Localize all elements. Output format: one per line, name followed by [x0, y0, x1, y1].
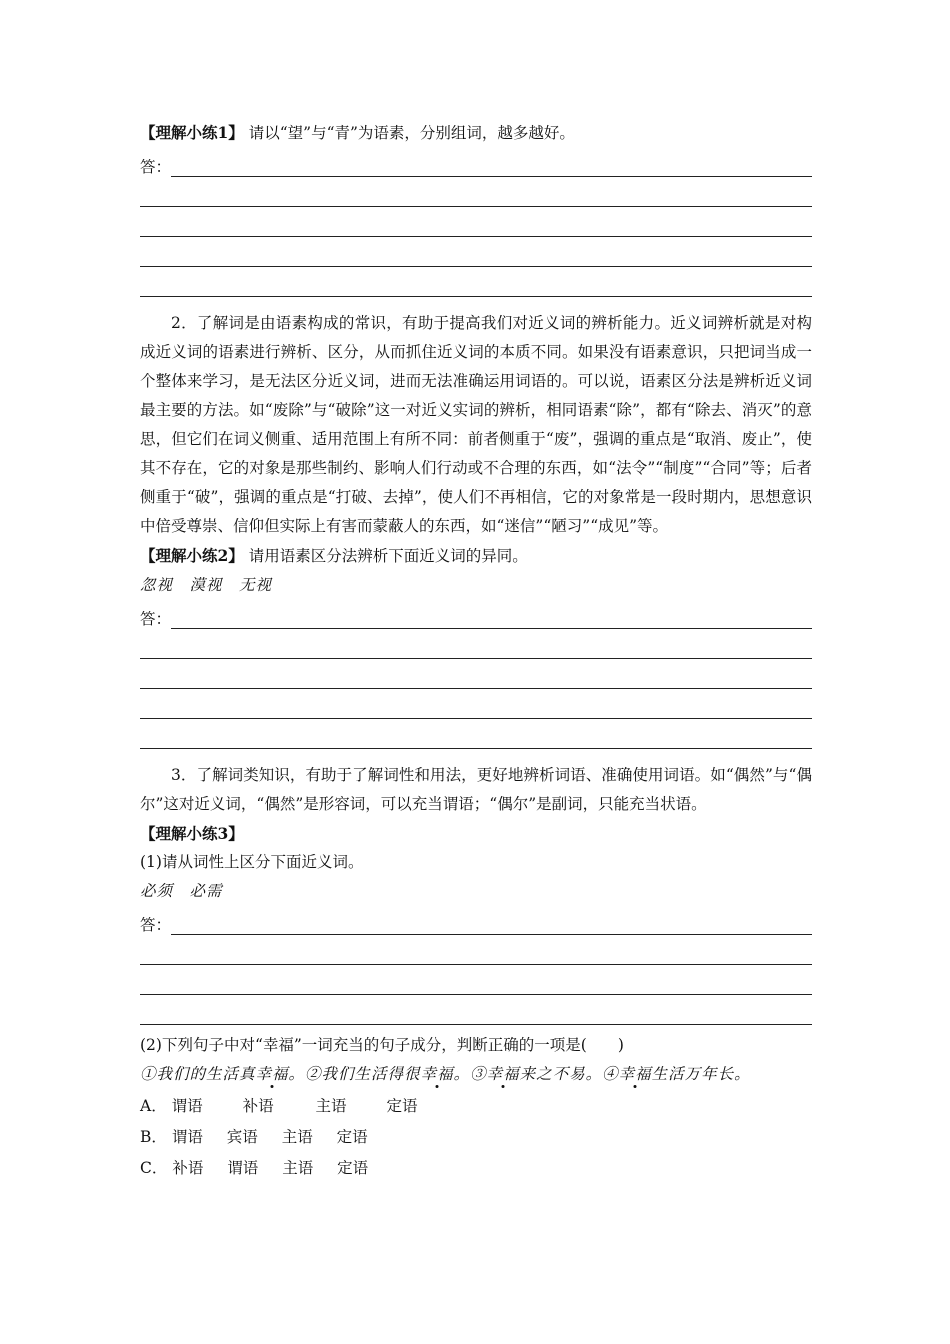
answer-line[interactable]: [140, 689, 812, 719]
option-a[interactable]: [140, 1092, 812, 1121]
answer-line[interactable]: [140, 659, 812, 689]
answer-line[interactable]: [140, 177, 812, 207]
sentence2-prefix: ②我们生活得很: [305, 1065, 421, 1083]
answer-line[interactable]: [140, 935, 812, 965]
answer-line[interactable]: [171, 610, 812, 629]
answer-line[interactable]: [140, 237, 812, 267]
sentence1-prefix: ①我们的生活真: [140, 1065, 256, 1083]
answer-line[interactable]: [140, 965, 812, 995]
answer-label: 答：: [140, 158, 172, 176]
answer-label: 答：: [140, 916, 172, 934]
answer-line[interactable]: [171, 158, 812, 177]
answer-line[interactable]: [140, 267, 812, 297]
option-item: 主语: [315, 1097, 347, 1115]
practice2-heading: [140, 541, 812, 571]
option-item: 谓语: [171, 1128, 203, 1146]
practice3-q2: (2)下列句子中对“幸福”一词充当的句子成分，判断正确的一项是( ): [140, 1036, 624, 1054]
answer-line[interactable]: [140, 207, 812, 237]
answer-line[interactable]: [140, 629, 812, 659]
sentence3-suffix: 来之不易。: [519, 1065, 603, 1083]
practice3-label: 【理解小练3】: [140, 824, 244, 843]
option-c[interactable]: [140, 1154, 812, 1183]
option-item: 补语: [172, 1159, 204, 1177]
option-item: 宾语: [226, 1128, 258, 1146]
option-b[interactable]: [140, 1123, 812, 1152]
emphasis-word: 幸福: [420, 1065, 454, 1083]
option-item: 定语: [336, 1128, 368, 1146]
sentence2-suffix: 。: [453, 1065, 471, 1083]
practice1-question: 请以“望”与“青”为语素，分别组词，越多越好。: [248, 124, 575, 142]
option-letter: B．: [140, 1128, 167, 1146]
practice1-heading: [140, 118, 812, 148]
practice2-words: 忽视 漠视 无视: [140, 576, 273, 594]
answer-label: 答：: [140, 610, 172, 628]
option-letter: C．: [140, 1159, 168, 1177]
option-letter: A．: [140, 1097, 167, 1115]
answer-row-1[interactable]: [140, 148, 812, 177]
practice1-label: 【理解小练1】: [140, 123, 244, 142]
section3-paragraph: 3．了解词类知识，有助于了解词性和用法，更好地辨析词语、准确使用词语。如“偶然”与“偶尔”这对近义词，“偶然”是形容词，可以充当谓语；“偶尔”是副词，只能充当状语。: [140, 766, 812, 813]
practice3-q1: (1)请从词性上区分下面近义词。: [140, 853, 364, 871]
sentence4-prefix: ④: [602, 1065, 619, 1083]
option-item: 谓语: [171, 1097, 203, 1115]
answer-line[interactable]: [140, 995, 812, 1025]
option-item: 定语: [337, 1159, 369, 1177]
answer-line[interactable]: [171, 916, 812, 935]
sentence1-suffix: 。: [288, 1065, 306, 1083]
emphasis-word: 幸福: [255, 1065, 289, 1083]
section2-paragraph: 2．了解词是由语素构成的常识，有助于提高我们对近义词的辨析能力。近义词辨析就是对构成近义词的语素进行辨析、区分，从而抓住近义词的本质不同。如果没有语素意识，只把词当成一个整体来学习，是无法区分近义词，进而无法准确运用词语的。可以说，语素区分法是辨析近义词最主要的方法。如“废除”与“破除”这一对近义实词的辨析，相同语素“除”，都有“除去、消灭”的意思，但它们在词义侧重、适用范围上有所不同：前者侧重于“废”，强调的重点是“取消、废止”，使其不存在，它的对象是那些制约、影响人们行动或不合理的东西，如“法令”“制度”“合同”等；后者侧重于“破”，强调的重点是“打破、去掉”，使人们不再相信，它的对象常是一段时期内，思想意识中倍受尊崇、信仰但实际上有害而蒙蔽人的东西，如“迷信”“陋习”“成见”等。: [140, 314, 812, 535]
sentence3-prefix: ③: [470, 1065, 487, 1083]
answer-row-2[interactable]: [140, 600, 812, 629]
option-item: 定语: [386, 1097, 418, 1115]
answer-line[interactable]: [140, 719, 812, 749]
example-sentences: [140, 1060, 812, 1089]
practice3-q1-words: 必须 必需: [140, 882, 223, 900]
practice2-question: 请用语素区分法辨析下面近义词的异同。: [248, 547, 528, 565]
emphasis-word: 幸福: [618, 1065, 652, 1083]
practice2-label: 【理解小练2】: [140, 546, 244, 565]
emphasis-word: 幸福: [486, 1065, 520, 1083]
option-item: 补语: [242, 1097, 274, 1115]
option-item: 谓语: [227, 1159, 259, 1177]
sentence4-suffix: 生活万年长。: [651, 1065, 751, 1083]
option-item: 主语: [281, 1128, 313, 1146]
answer-row-3[interactable]: [140, 906, 812, 935]
document-page: [140, 118, 812, 1183]
option-item: 主语: [282, 1159, 314, 1177]
